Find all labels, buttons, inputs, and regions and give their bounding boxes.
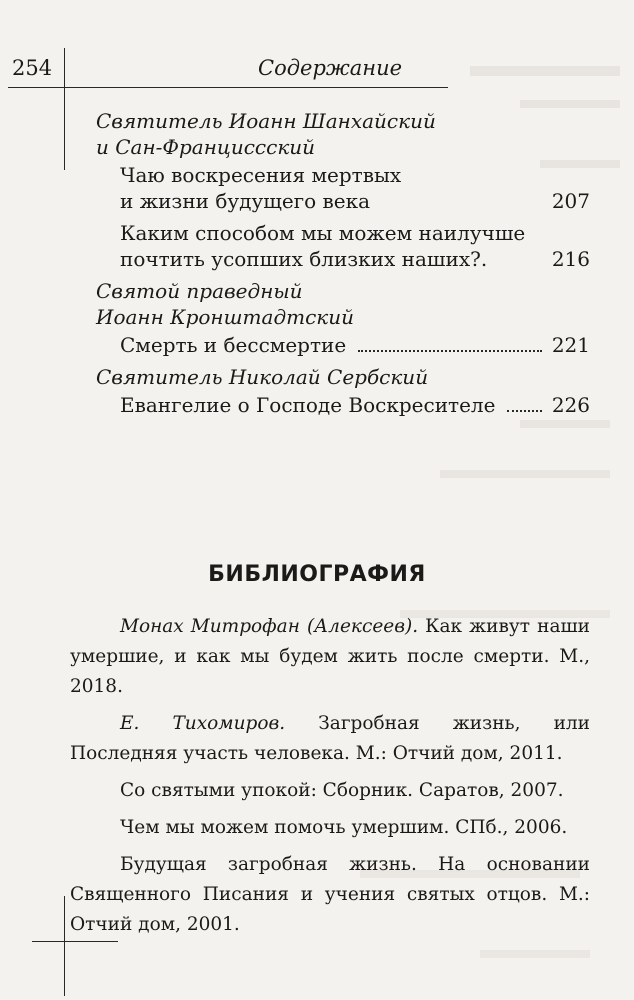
bibliography-text: Будущая загробная жизнь. На основании Священного Писания и учения святых отцов. М.: Отчий дом, 2001. [70, 854, 590, 935]
toc-entry [120, 392, 590, 418]
bibliography-item [70, 709, 590, 769]
toc-entry-title: Евангелие о Господе Воскресителе [120, 393, 496, 417]
bibliography-author: Е. Тихомиров. [120, 713, 286, 734]
page-number: 254 [12, 56, 53, 80]
toc-entry-title: и жизни будущего века [120, 189, 371, 213]
toc-page-number: 221 [551, 333, 590, 357]
bibliography-text: Загробная жизнь, или Последняя участь человека. М.: Отчий дом, 2011. [70, 713, 590, 764]
bleed-through-text [440, 470, 610, 478]
bibliography-item [70, 850, 590, 940]
bleed-through-text [520, 420, 610, 428]
crop-mark [64, 896, 65, 996]
toc-author: Святой праведный Иоанн Кронштадтский [96, 279, 354, 329]
header-rule [8, 87, 448, 88]
toc-entry [120, 332, 590, 358]
bibliography-item [70, 813, 590, 843]
running-title: Содержание [258, 56, 403, 80]
bibliography-text: Со святыми упокой: Сборник. Саратов, 2007. [120, 780, 564, 801]
bibliography-item [70, 776, 590, 806]
toc-entry-title: Смерть и бессмертие [120, 333, 347, 357]
dot-leader [358, 350, 542, 352]
bibliography-list [70, 612, 590, 940]
crop-mark [32, 941, 118, 942]
bibliography-text: Как живут наши умершие, и как мы будем жить после смерти. М., 2018. [70, 616, 590, 697]
bibliography-heading: БИБЛИОГРАФИЯ [208, 562, 426, 587]
bibliography-item [70, 612, 590, 702]
bleed-through-text [520, 100, 620, 108]
bibliography-author: Монах Митрофан (Алексеев). [120, 616, 419, 637]
bleed-through-text [470, 66, 620, 76]
dot-leader [507, 410, 541, 412]
toc-entry [120, 220, 590, 272]
toc-author: Святитель Иоанн Шанхайский и Сан-Франциссский [96, 109, 436, 159]
toc-entry-title: почтить усопших близких наших?. [120, 247, 488, 271]
bibliography-text: Чем мы можем помочь умершим. СПб., 2006. [120, 817, 568, 838]
toc-section [96, 108, 596, 418]
toc-page-number: 216 [551, 247, 590, 271]
toc-entry [120, 162, 590, 214]
bleed-through-text [480, 950, 590, 958]
toc-entry-title: Чаю воскресения мертвых [120, 163, 402, 187]
toc-page-number: 207 [551, 189, 590, 213]
toc-author: Святитель Николай Сербский [96, 365, 429, 389]
toc-entry-title: Каким способом мы можем наилучше [120, 221, 526, 245]
margin-rule [64, 48, 65, 170]
toc-page-number: 226 [551, 393, 590, 417]
